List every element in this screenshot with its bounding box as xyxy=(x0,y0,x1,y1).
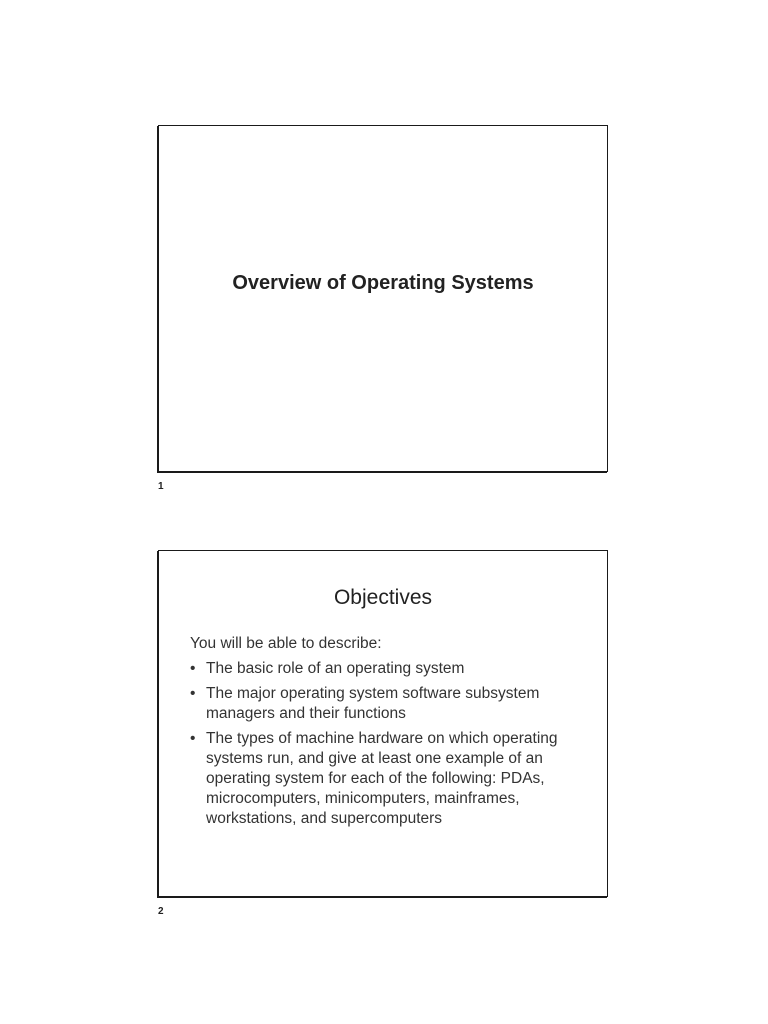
bullet-icon: • xyxy=(190,685,196,702)
bullet-item xyxy=(190,684,583,724)
slide-2 xyxy=(158,550,608,897)
slide-1 xyxy=(158,125,608,472)
page-number: 2 xyxy=(158,906,164,917)
bullet-item xyxy=(190,659,583,679)
slide-body xyxy=(190,634,583,834)
page-number: 1 xyxy=(158,481,164,492)
intro-text: You will be able to describe: xyxy=(190,635,382,652)
bullet-text: The basic role of an operating system xyxy=(206,660,465,677)
bullet-icon: • xyxy=(190,660,196,677)
bullet-item xyxy=(190,729,583,829)
bullet-text: The major operating system software subsystem managers and their functions xyxy=(206,685,540,722)
slide-title: Objectives xyxy=(333,586,433,609)
bullet-list xyxy=(190,659,583,829)
bullet-icon: • xyxy=(190,730,196,747)
slide-title: Overview of Operating Systems xyxy=(232,272,534,294)
bullet-text: The types of machine hardware on which operating systems run, and give at least one example of an operating system for each of the following: PDAs, microcomputers, minicomputers, mainframes, workstations, and supercomputers xyxy=(206,730,558,827)
